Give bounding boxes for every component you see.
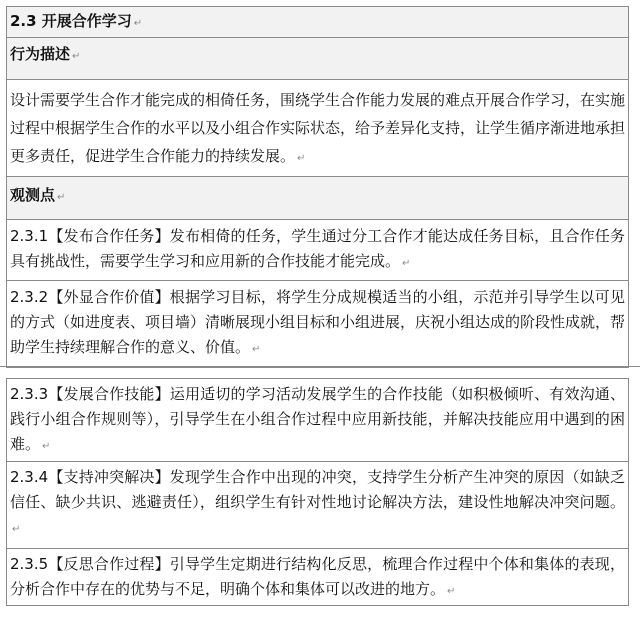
paragraph-mark-icon: ↵ <box>42 441 51 452</box>
observation-point-cell[interactable] <box>7 462 629 549</box>
point-code: 2.3.3 <box>10 385 49 403</box>
point-title: 【外显合作价值】 <box>48 288 170 306</box>
page-break-line <box>0 366 640 367</box>
point-title: 【支持冲突解决】 <box>48 468 170 486</box>
section-heading: 2.3 开展合作学习 <box>10 12 132 30</box>
observation-point-row <box>7 281 629 368</box>
behavior-text-row <box>7 80 629 177</box>
observation-point-cell[interactable] <box>7 379 629 462</box>
behavior-title-row <box>7 38 629 80</box>
paragraph-mark-icon: ↵ <box>133 18 143 29</box>
point-code: 2.3.4 <box>10 468 49 486</box>
behavior-text: 设计需要学生合作才能完成的相倚任务，围绕学生合作能力发展的难点开展合作学习，在实施过程中根据学生合作的水平以及小组合作实际状态，给予差异化支持，让学生循序渐进地承担更多责任，促进学生合作能力的持续发展。 <box>10 91 626 165</box>
point-text: 运用适切的学习活动发展学生的合作技能（如积极倾听、有效沟通、践行小组合作规则等），引导学生在小组合作过程中应用新技能，并解决技能应用中遇到的困难。 <box>10 385 625 453</box>
observation-point-cell[interactable] <box>7 549 629 606</box>
point-title: 【发布合作任务】 <box>48 227 170 245</box>
paragraph-mark-icon: ↵ <box>297 153 306 164</box>
behavior-title-cell[interactable] <box>7 38 629 80</box>
point-code: 2.3.2 <box>10 288 49 306</box>
observation-point-row <box>7 549 629 606</box>
observation-point-row <box>7 379 629 462</box>
behavior-title: 行为描述 <box>10 45 71 63</box>
section-table-top <box>6 6 629 368</box>
point-text: 引导学生定期进行结构化反思，梳理合作过程中个体和集体的表现，分析合作中存在的优势与不足，明确个体和集体可以改进的地方。 <box>10 555 625 598</box>
observation-point-cell[interactable] <box>7 220 629 281</box>
observation-point-row <box>7 220 629 281</box>
paragraph-mark-icon: ↵ <box>447 586 456 597</box>
observation-title-cell[interactable] <box>7 177 629 220</box>
observation-title: 观测点 <box>10 186 56 204</box>
section-table-bottom <box>6 378 629 606</box>
point-text: 发布相倚的任务，学生通过分工合作才能达成任务目标，且合作任务具有挑战性，需要学生学习和应用新的合作技能才能完成。 <box>10 227 625 270</box>
point-title: 【反思合作过程】 <box>48 555 170 573</box>
paragraph-mark-icon: ↵ <box>57 192 66 203</box>
paragraph-mark-icon: ↵ <box>72 51 81 62</box>
section-heading-row <box>7 7 629 38</box>
paragraph-mark-icon: ↵ <box>252 344 261 355</box>
observation-point-cell[interactable] <box>7 281 629 368</box>
observation-point-row <box>7 462 629 549</box>
point-code: 2.3.5 <box>10 555 49 573</box>
point-title: 【发展合作技能】 <box>48 385 170 403</box>
paragraph-mark-icon: ↵ <box>12 524 21 535</box>
observation-title-row <box>7 177 629 220</box>
paragraph-mark-icon: ↵ <box>402 258 411 269</box>
point-text: 根据学习目标，将学生分成规模适当的小组，示范并引导学生以可见的方式（如进度表、项目墙）清晰展现小组目标和小组进展，庆祝小组达成的阶段性成就，帮助学生持续理解合作的意义、价值。 <box>10 288 626 356</box>
point-text: 发现学生合作中出现的冲突，支持学生分析产生冲突的原因（如缺乏信任、缺少共识、逃避责任），组织学生有针对性地讨论解决方法，建设性地解决冲突问题。 <box>10 468 625 511</box>
section-heading-cell[interactable] <box>7 7 629 38</box>
behavior-text-cell[interactable] <box>7 80 629 177</box>
point-code: 2.3.1 <box>10 227 49 245</box>
